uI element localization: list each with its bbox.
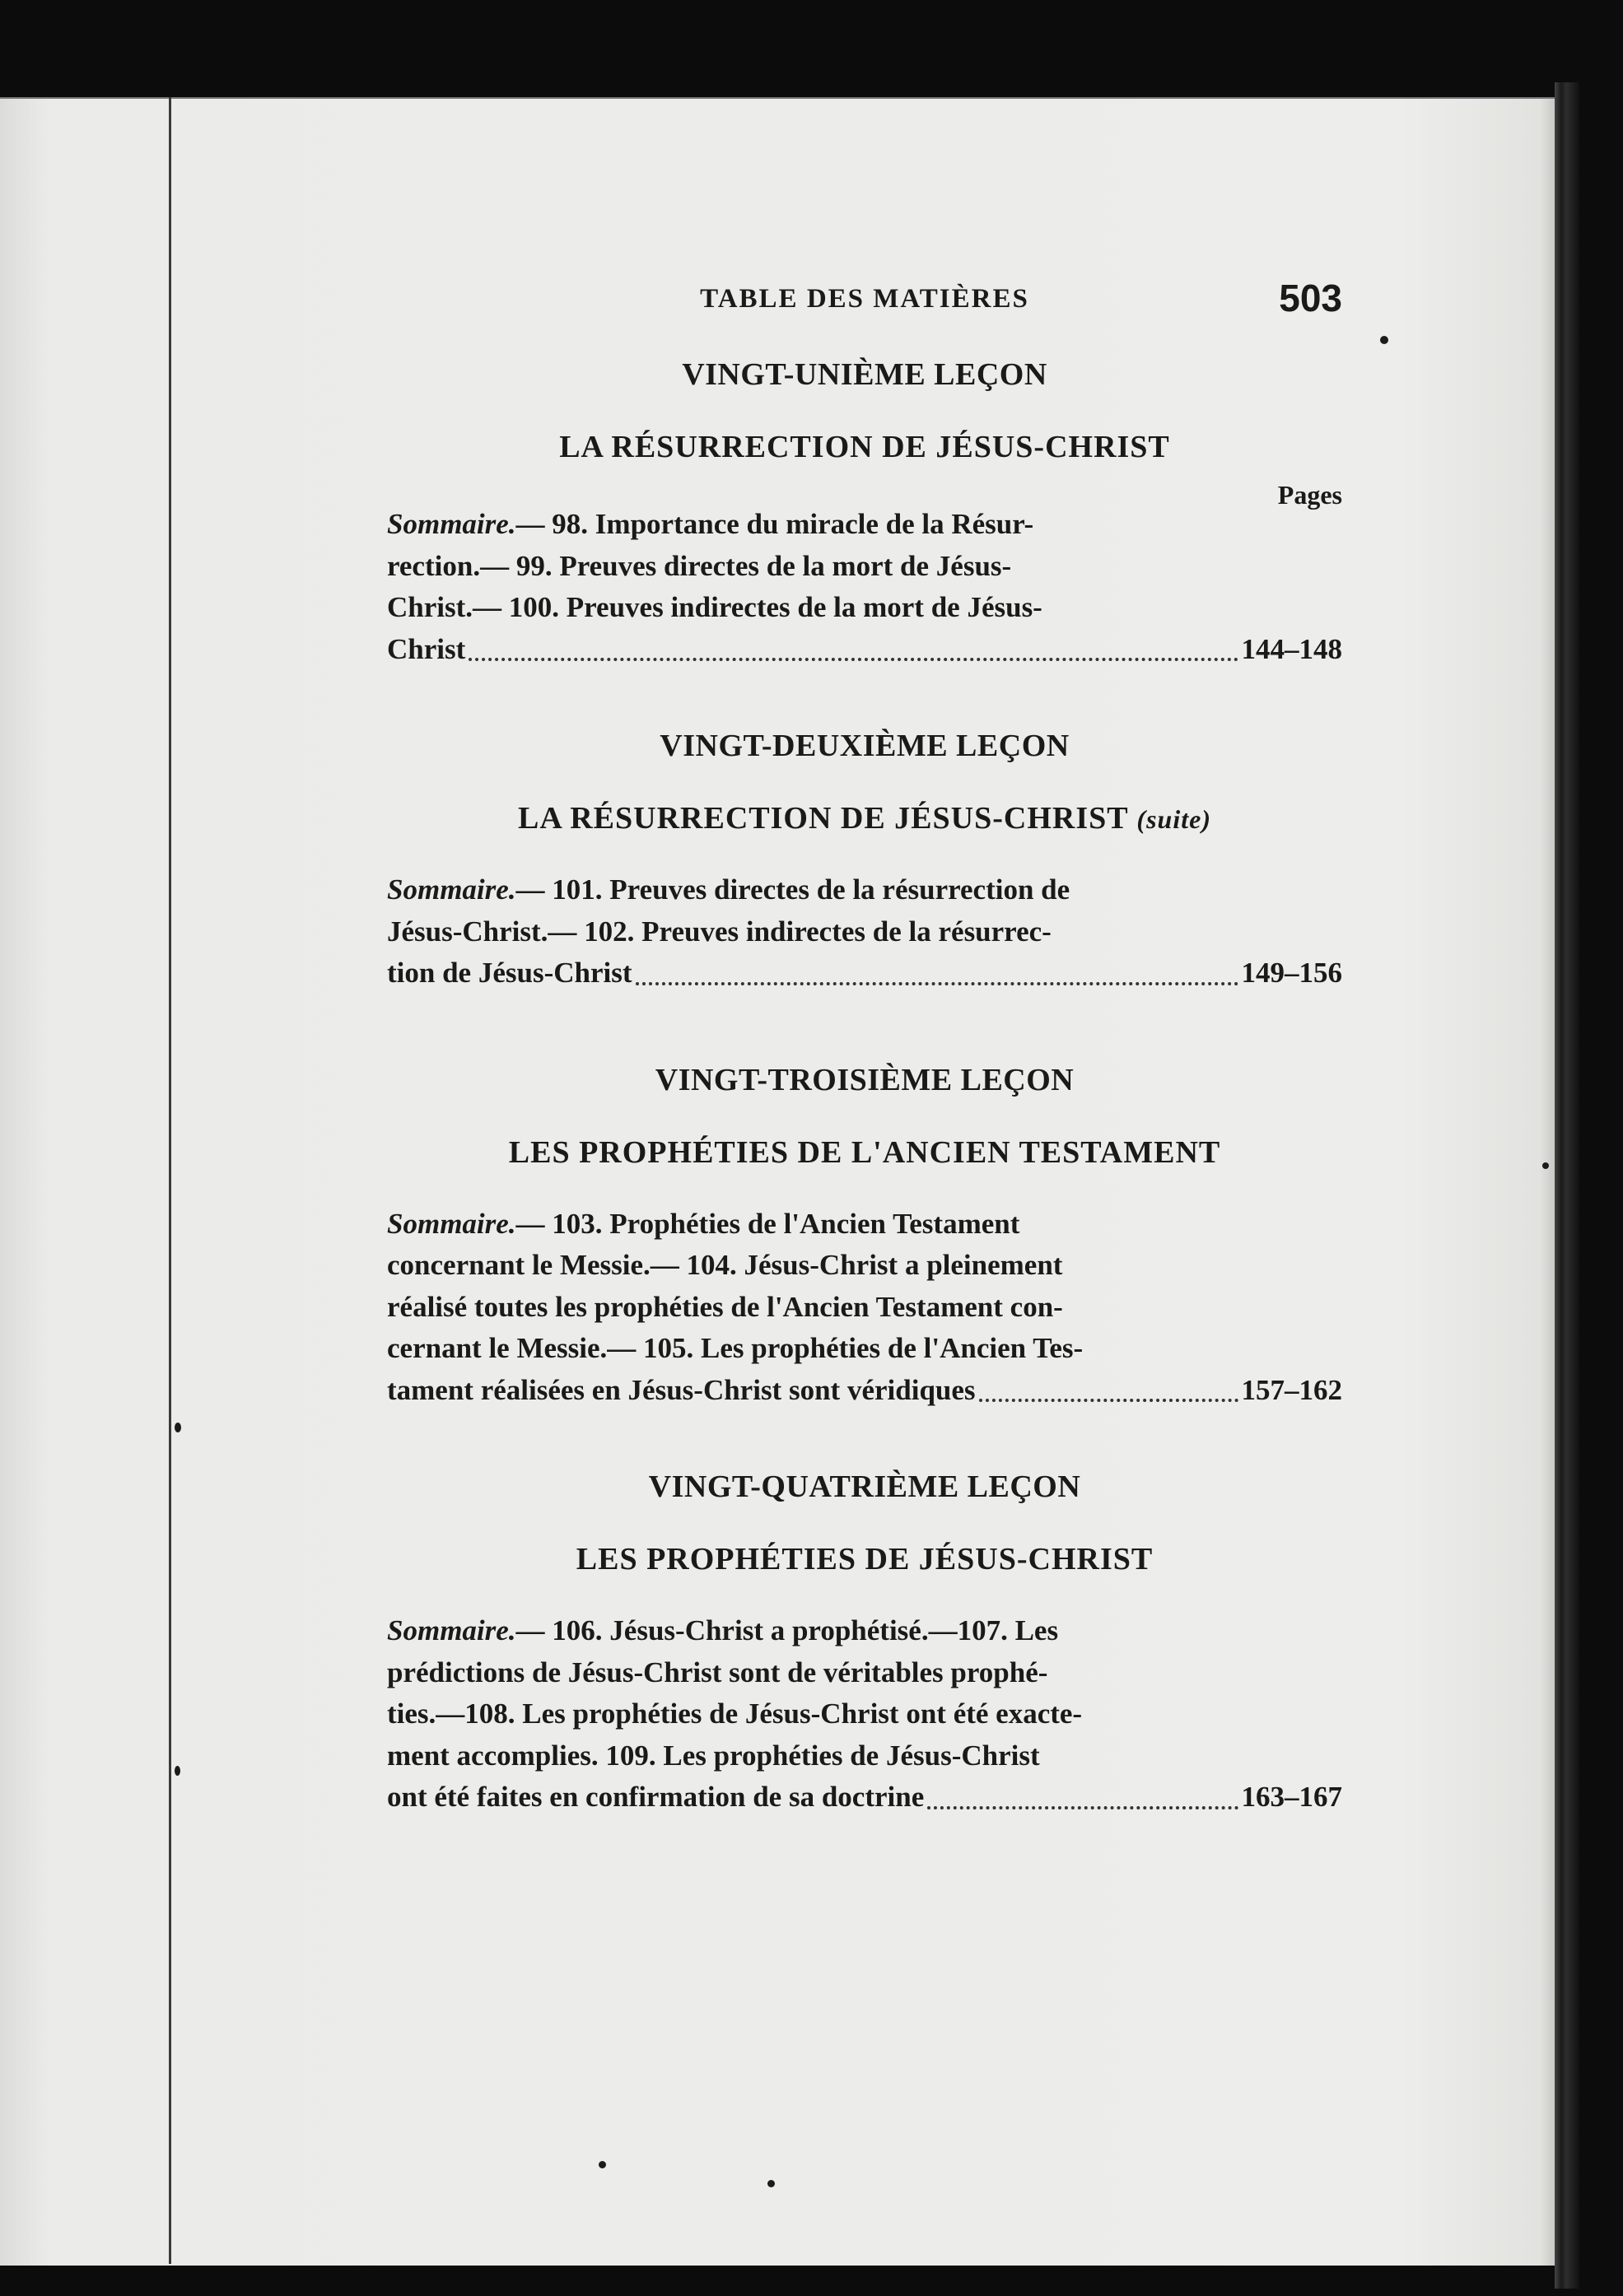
lesson-subject-text: LA RÉSURRECTION DE JÉSUS-CHRIST	[518, 801, 1128, 836]
lesson-subject-text: LES PROPHÉTIES DE L'ANCIEN TESTAMENT	[508, 1134, 1221, 1170]
summary-line: Jésus-Christ.— 102. Preuves indirectes de la résurrec-	[387, 915, 1052, 948]
page-number: 503	[1279, 277, 1342, 319]
lesson-title: VINGT-QUATRIÈME LEÇON	[648, 1469, 1081, 1504]
pages-column-label: Pages	[1277, 480, 1342, 510]
summary-line: ment accomplies. 109. Les prophéties de Jésus-Christ	[387, 1739, 1040, 1772]
lesson-entry	[387, 356, 1342, 670]
lesson-summary	[387, 504, 1342, 670]
lesson-subject-note: (suite)	[1136, 804, 1211, 834]
lesson-summary	[387, 1204, 1342, 1412]
lesson-entry	[387, 1062, 1342, 1412]
summary-label: Sommaire.	[387, 1207, 516, 1240]
summary-line	[387, 1610, 1342, 1652]
lesson-title: VINGT-UNIÈME LEÇON	[682, 357, 1047, 392]
summary-text: Christ	[387, 632, 466, 665]
summary-text: ont été faites en confirmation de sa doctrine	[387, 1781, 925, 1813]
summary-line: prédictions de Jésus-Christ sont de véritables prophé-	[387, 1656, 1048, 1688]
summary-line	[387, 504, 1342, 546]
lesson-title: VINGT-TROISIÈME LEÇON	[655, 1062, 1075, 1097]
summary-line: ties.—108. Les prophéties de Jésus-Christ ont été exacte-	[387, 1698, 1083, 1730]
summary-line: concernant le Messie.— 104. Jésus-Christ a pleinement	[387, 1249, 1063, 1281]
lesson-entry	[387, 1469, 1342, 1819]
summary-label: Sommaire.	[387, 873, 516, 906]
lesson-summary	[387, 1610, 1342, 1819]
page-range: 163–167	[1241, 1781, 1342, 1813]
summary-line: rection.— 99. Preuves directes de la mort de Jésus-	[387, 549, 1012, 582]
summary-last-line	[387, 1370, 1342, 1412]
lesson-entry	[387, 728, 1342, 994]
summary-last-line	[387, 1777, 1342, 1819]
table-of-contents	[387, 276, 1342, 1819]
lesson-subject	[387, 429, 1342, 465]
dot-leader	[469, 658, 1238, 661]
summary-text: — 103. Prophéties de l'Ancien Testament	[515, 1207, 1020, 1240]
summary-line	[387, 1204, 1342, 1246]
running-title: TABLE DES MATIÈRES	[700, 284, 1029, 314]
summary-line: cernant le Messie.— 105. Les prophéties de l'Ancien Tes-	[387, 1332, 1084, 1364]
lesson-subject	[387, 800, 1342, 836]
lesson-subject	[387, 1541, 1342, 1577]
page-range: 157–162	[1241, 1373, 1342, 1406]
summary-last-line	[387, 952, 1342, 994]
summary-last-line	[387, 629, 1342, 671]
summary-text: — 101. Preuves directes de la résurrection de	[515, 873, 1070, 906]
summary-label: Sommaire.	[387, 1614, 516, 1646]
page-range: 144–148	[1241, 632, 1342, 665]
lesson-summary	[387, 869, 1342, 994]
lesson-subject-text: LES PROPHÉTIES DE JÉSUS-CHRIST	[576, 1542, 1154, 1576]
summary-line: Christ.— 100. Preuves indirectes de la mort de Jésus-	[387, 591, 1042, 623]
summary-line: réalisé toutes les prophéties de l'Ancien Testament con-	[387, 1290, 1063, 1323]
dot-leader	[927, 1806, 1238, 1809]
page-range: 149–156	[1241, 957, 1342, 989]
book-edge-shadow	[1555, 82, 1579, 2289]
dot-leader	[636, 982, 1238, 985]
lesson-subject	[387, 1134, 1342, 1171]
summary-text: tion de Jésus-Christ	[387, 957, 632, 989]
summary-text: — 98. Importance du miracle de la Résur-	[515, 508, 1034, 540]
running-header	[387, 276, 1342, 325]
dot-leader	[979, 1399, 1238, 1402]
lesson-subject-text: LA RÉSURRECTION DE JÉSUS-CHRIST	[559, 430, 1170, 464]
summary-line	[387, 869, 1342, 911]
summary-text: — 106. Jésus-Christ a prophétisé.—107. Les	[515, 1614, 1059, 1646]
summary-label: Sommaire.	[387, 508, 516, 540]
lesson-title: VINGT-DEUXIÈME LEÇON	[660, 729, 1070, 763]
summary-text: tament réalisées en Jésus-Christ sont véridiques	[387, 1373, 976, 1406]
page-fold-line	[169, 97, 171, 2264]
